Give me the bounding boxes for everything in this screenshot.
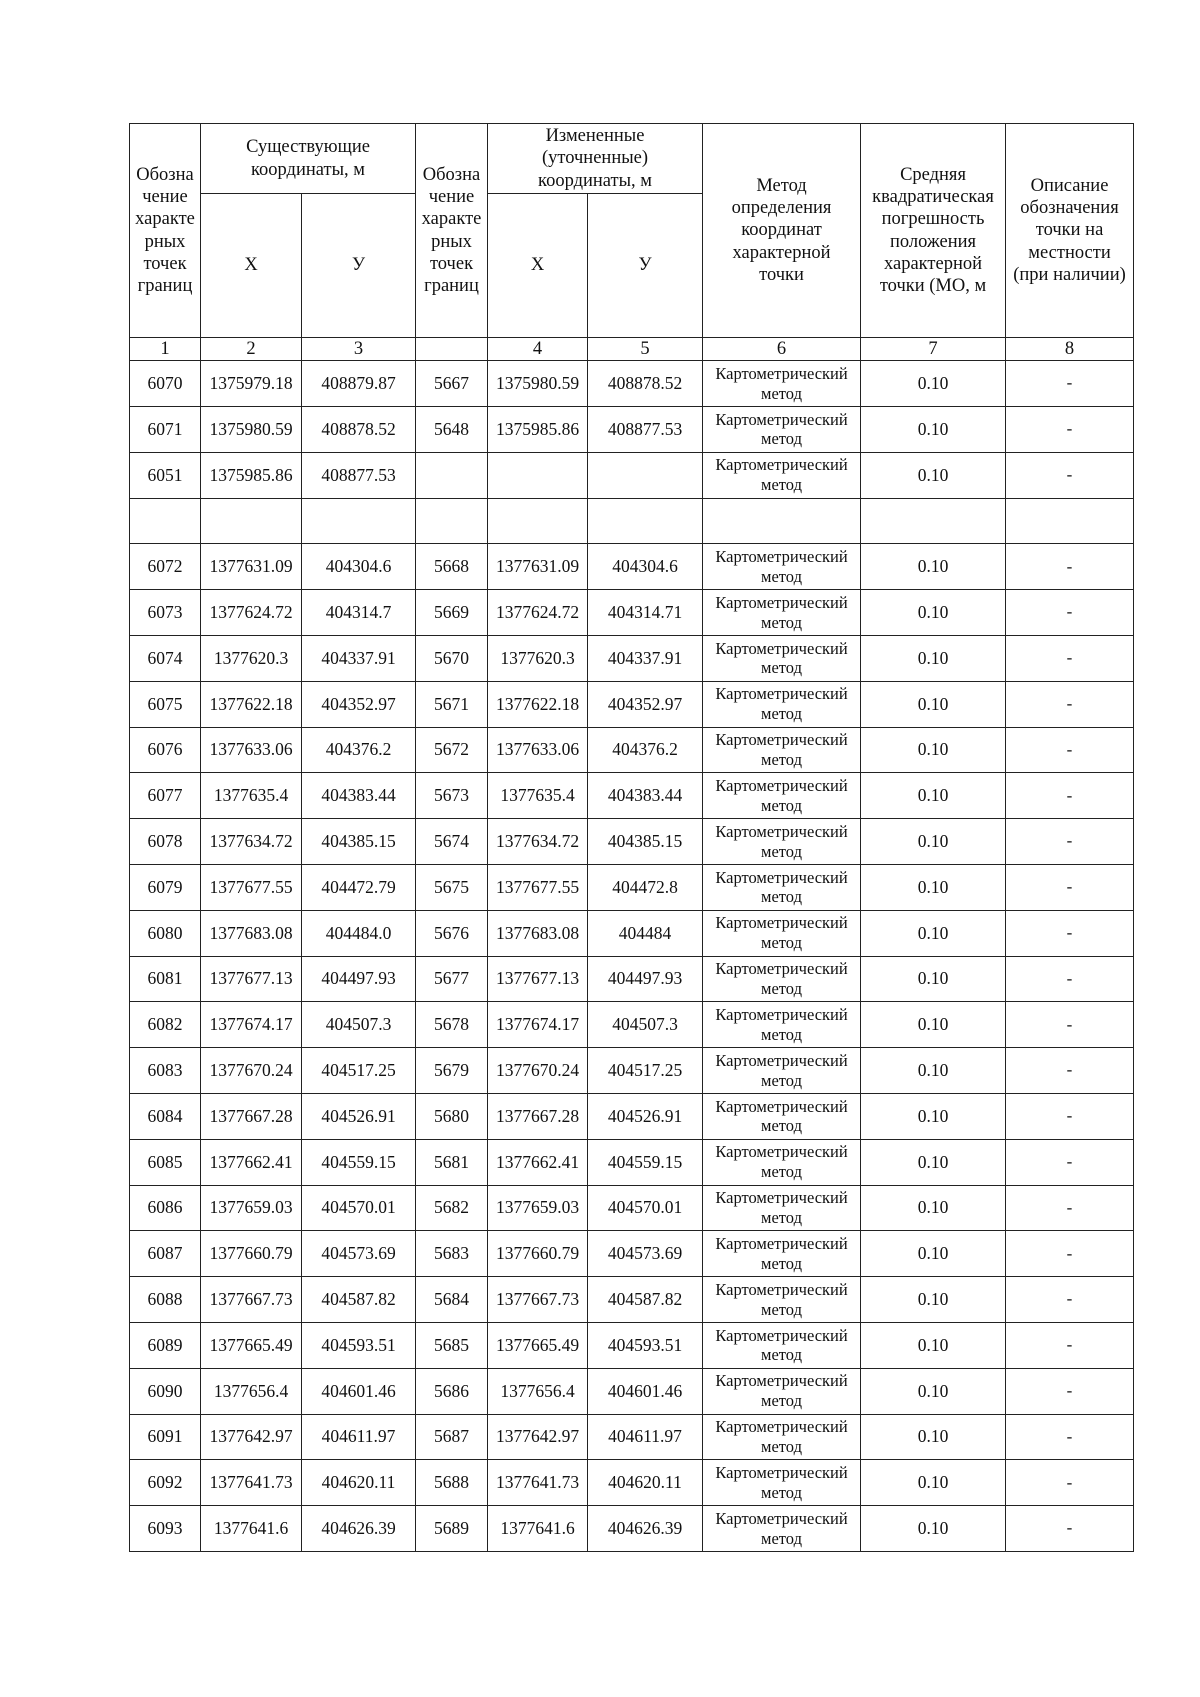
table-row <box>130 773 1134 819</box>
cell-existing-y: 404626.39 <box>302 1506 416 1552</box>
header-method: Метод определения координат характерной точки <box>703 124 861 338</box>
cell-existing-x: 1377674.17 <box>201 1002 302 1048</box>
cell-method: Картометрический метод <box>703 1368 861 1414</box>
cell-accuracy: 0.10 <box>861 544 1006 590</box>
cell-method: Картометрический метод <box>703 544 861 590</box>
cell-point-id: 6076 <box>130 727 201 773</box>
cell-method: Картометрический метод <box>703 910 861 956</box>
cell-accuracy: 0.10 <box>861 406 1006 452</box>
cell-new-x: 1377635.4 <box>488 773 588 819</box>
cell-existing-y: 404484.0 <box>302 910 416 956</box>
cell-point-id: 6071 <box>130 406 201 452</box>
cell-new-x: 1377677.55 <box>488 864 588 910</box>
cell-existing-y: 404383.44 <box>302 773 416 819</box>
cell-existing-x: 1375985.86 <box>201 452 302 498</box>
cell-method: Картометрический метод <box>703 1460 861 1506</box>
cell-new-y: 404497.93 <box>588 956 703 1002</box>
header-description: Описание обозначения точки на местности (при наличии) <box>1006 124 1134 338</box>
cell-new-y: 404611.97 <box>588 1414 703 1460</box>
cell-existing-y: 404497.93 <box>302 956 416 1002</box>
cell-new-point-id: 5678 <box>416 1002 488 1048</box>
cell-accuracy: 0.10 <box>861 1048 1006 1094</box>
cell-method: Картометрический метод <box>703 1093 861 1139</box>
cell-method: Картометрический метод <box>703 1185 861 1231</box>
cell-point-id: 6090 <box>130 1368 201 1414</box>
table-row <box>130 1414 1134 1460</box>
cell-description: - <box>1006 819 1134 865</box>
cell-existing-x: 1377677.55 <box>201 864 302 910</box>
cell-new-point-id: 5677 <box>416 956 488 1002</box>
cell-description: - <box>1006 1322 1134 1368</box>
table-row <box>130 1185 1134 1231</box>
cell-point-id: 6088 <box>130 1277 201 1323</box>
cell-new-point-id: 5671 <box>416 681 488 727</box>
cell-existing-x: 1377683.08 <box>201 910 302 956</box>
table-row <box>130 498 1134 544</box>
table-row <box>130 406 1134 452</box>
cell-method: Картометрический метод <box>703 635 861 681</box>
cell-point-id: 6079 <box>130 864 201 910</box>
cell-description: - <box>1006 727 1134 773</box>
cell-existing-x: 1377642.97 <box>201 1414 302 1460</box>
cell-accuracy: 0.10 <box>861 1368 1006 1414</box>
cell-new-point-id: 5680 <box>416 1093 488 1139</box>
cell-method: Картометрический метод <box>703 1414 861 1460</box>
cell-new-x: 1375985.86 <box>488 406 588 452</box>
cell-point-id: 6092 <box>130 1460 201 1506</box>
cell-accuracy: 0.10 <box>861 1093 1006 1139</box>
header-changed-y: У <box>588 194 703 338</box>
cell-new-y: 404601.46 <box>588 1368 703 1414</box>
cell-existing-y: 404385.15 <box>302 819 416 865</box>
table-row <box>130 1048 1134 1094</box>
cell-new-y: 404587.82 <box>588 1277 703 1323</box>
cell-existing-y: 404601.46 <box>302 1368 416 1414</box>
column-number: 2 <box>201 338 302 361</box>
cell-new-point-id: 5676 <box>416 910 488 956</box>
header-point-designation: Обозна чение характе рных точек границ <box>130 124 201 338</box>
cell-existing-x: 1377631.09 <box>201 544 302 590</box>
cell-description: - <box>1006 773 1134 819</box>
cell-new-point-id: 5672 <box>416 727 488 773</box>
column-number-row <box>130 338 1134 361</box>
cell-description: - <box>1006 1231 1134 1277</box>
cell-point-id <box>130 498 201 544</box>
cell-new-y: 404573.69 <box>588 1231 703 1277</box>
cell-point-id: 6080 <box>130 910 201 956</box>
cell-method <box>703 498 861 544</box>
cell-existing-x: 1377660.79 <box>201 1231 302 1277</box>
cell-accuracy: 0.10 <box>861 864 1006 910</box>
cell-existing-y: 408878.52 <box>302 406 416 452</box>
cell-new-y: 404484 <box>588 910 703 956</box>
cell-existing-x: 1375979.18 <box>201 361 302 407</box>
cell-new-y: 404337.91 <box>588 635 703 681</box>
cell-point-id: 6074 <box>130 635 201 681</box>
cell-existing-y: 408879.87 <box>302 361 416 407</box>
cell-existing-x: 1377641.73 <box>201 1460 302 1506</box>
cell-point-id: 6075 <box>130 681 201 727</box>
table-row <box>130 1093 1134 1139</box>
cell-point-id: 6086 <box>130 1185 201 1231</box>
cell-new-point-id: 5648 <box>416 406 488 452</box>
cell-existing-y: 404611.97 <box>302 1414 416 1460</box>
header-changed-coordinates: Измененные (уточненные) координаты, м <box>488 124 703 194</box>
cell-new-y: 404385.15 <box>588 819 703 865</box>
cell-accuracy: 0.10 <box>861 1185 1006 1231</box>
cell-accuracy: 0.10 <box>861 773 1006 819</box>
cell-method: Картометрический метод <box>703 819 861 865</box>
cell-new-y <box>588 498 703 544</box>
cell-point-id: 6051 <box>130 452 201 498</box>
cell-existing-x: 1377620.3 <box>201 635 302 681</box>
cell-method: Картометрический метод <box>703 1048 861 1094</box>
table-row <box>130 361 1134 407</box>
cell-description: - <box>1006 635 1134 681</box>
cell-accuracy: 0.10 <box>861 1506 1006 1552</box>
cell-existing-y: 404376.2 <box>302 727 416 773</box>
cell-accuracy: 0.10 <box>861 1414 1006 1460</box>
cell-accuracy <box>861 498 1006 544</box>
cell-method: Картометрический метод <box>703 1322 861 1368</box>
cell-new-x <box>488 498 588 544</box>
cell-new-point-id: 5674 <box>416 819 488 865</box>
cell-description: - <box>1006 1002 1134 1048</box>
table-row <box>130 1460 1134 1506</box>
cell-new-x: 1377633.06 <box>488 727 588 773</box>
cell-existing-y: 404304.6 <box>302 544 416 590</box>
cell-new-x: 1377642.97 <box>488 1414 588 1460</box>
cell-point-id: 6078 <box>130 819 201 865</box>
cell-new-y: 404626.39 <box>588 1506 703 1552</box>
cell-existing-x: 1377641.6 <box>201 1506 302 1552</box>
cell-new-point-id: 5667 <box>416 361 488 407</box>
column-number: 6 <box>703 338 861 361</box>
cell-new-y: 404559.15 <box>588 1139 703 1185</box>
cell-existing-y: 404517.25 <box>302 1048 416 1094</box>
cell-existing-y: 404593.51 <box>302 1322 416 1368</box>
cell-description: - <box>1006 590 1134 636</box>
cell-existing-x: 1375980.59 <box>201 406 302 452</box>
cell-new-point-id: 5682 <box>416 1185 488 1231</box>
cell-existing-y <box>302 498 416 544</box>
cell-description: - <box>1006 681 1134 727</box>
cell-new-y: 404383.44 <box>588 773 703 819</box>
cell-new-point-id: 5685 <box>416 1322 488 1368</box>
cell-point-id: 6083 <box>130 1048 201 1094</box>
cell-description: - <box>1006 361 1134 407</box>
cell-existing-y: 404472.79 <box>302 864 416 910</box>
cell-new-x: 1377659.03 <box>488 1185 588 1231</box>
cell-new-y: 404352.97 <box>588 681 703 727</box>
cell-accuracy: 0.10 <box>861 590 1006 636</box>
cell-accuracy: 0.10 <box>861 1139 1006 1185</box>
table-row <box>130 910 1134 956</box>
table-row <box>130 1002 1134 1048</box>
cell-existing-y: 404314.7 <box>302 590 416 636</box>
cell-method: Картометрический метод <box>703 1139 861 1185</box>
cell-new-x: 1377674.17 <box>488 1002 588 1048</box>
cell-new-point-id: 5688 <box>416 1460 488 1506</box>
cell-new-y: 404593.51 <box>588 1322 703 1368</box>
cell-accuracy: 0.10 <box>861 1460 1006 1506</box>
column-number: 4 <box>488 338 588 361</box>
cell-accuracy: 0.10 <box>861 681 1006 727</box>
cell-new-point-id: 5687 <box>416 1414 488 1460</box>
cell-new-x <box>488 452 588 498</box>
cell-new-x: 1377641.73 <box>488 1460 588 1506</box>
cell-new-y: 408878.52 <box>588 361 703 407</box>
cell-accuracy: 0.10 <box>861 452 1006 498</box>
column-number: 8 <box>1006 338 1134 361</box>
cell-new-y: 404314.71 <box>588 590 703 636</box>
cell-new-y: 404376.2 <box>588 727 703 773</box>
cell-method: Картометрический метод <box>703 864 861 910</box>
cell-new-point-id: 5689 <box>416 1506 488 1552</box>
cell-new-x: 1377662.41 <box>488 1139 588 1185</box>
cell-new-point-id: 5675 <box>416 864 488 910</box>
cell-method: Картометрический метод <box>703 1506 861 1552</box>
cell-method: Картометрический метод <box>703 361 861 407</box>
cell-new-x: 1377677.13 <box>488 956 588 1002</box>
cell-new-point-id <box>416 498 488 544</box>
cell-new-y: 404472.8 <box>588 864 703 910</box>
cell-new-y: 404526.91 <box>588 1093 703 1139</box>
table-row <box>130 1506 1134 1552</box>
cell-point-id: 6082 <box>130 1002 201 1048</box>
cell-new-point-id <box>416 452 488 498</box>
cell-accuracy: 0.10 <box>861 910 1006 956</box>
cell-new-y: 404570.01 <box>588 1185 703 1231</box>
cell-accuracy: 0.10 <box>861 956 1006 1002</box>
table-row <box>130 544 1134 590</box>
cell-accuracy: 0.10 <box>861 819 1006 865</box>
cell-method: Картометрический метод <box>703 1277 861 1323</box>
cell-existing-x: 1377662.41 <box>201 1139 302 1185</box>
cell-new-x: 1377660.79 <box>488 1231 588 1277</box>
cell-existing-x: 1377667.73 <box>201 1277 302 1323</box>
cell-point-id: 6073 <box>130 590 201 636</box>
cell-new-x: 1377667.73 <box>488 1277 588 1323</box>
cell-point-id: 6081 <box>130 956 201 1002</box>
cell-point-id: 6093 <box>130 1506 201 1552</box>
cell-new-point-id: 5670 <box>416 635 488 681</box>
cell-description: - <box>1006 1277 1134 1323</box>
table-row <box>130 635 1134 681</box>
header-accuracy: Средняя квадратическая погрешность положения характерной точки (МО, м <box>861 124 1006 338</box>
cell-new-y: 404620.11 <box>588 1460 703 1506</box>
cell-existing-x: 1377622.18 <box>201 681 302 727</box>
header-existing-coordinates: Существующие координаты, м <box>201 124 416 194</box>
cell-method: Картометрический метод <box>703 681 861 727</box>
cell-new-x: 1375980.59 <box>488 361 588 407</box>
table-row <box>130 1139 1134 1185</box>
cell-accuracy: 0.10 <box>861 1002 1006 1048</box>
cell-existing-y: 408877.53 <box>302 452 416 498</box>
cell-new-point-id: 5681 <box>416 1139 488 1185</box>
cell-point-id: 6070 <box>130 361 201 407</box>
cell-new-x: 1377683.08 <box>488 910 588 956</box>
cell-existing-x: 1377635.4 <box>201 773 302 819</box>
cell-new-point-id: 5673 <box>416 773 488 819</box>
cell-new-x: 1377631.09 <box>488 544 588 590</box>
cell-point-id: 6089 <box>130 1322 201 1368</box>
table-row <box>130 819 1134 865</box>
cell-method: Картометрический метод <box>703 590 861 636</box>
coordinates-table <box>129 123 1134 1552</box>
cell-new-x: 1377667.28 <box>488 1093 588 1139</box>
cell-method: Картометрический метод <box>703 452 861 498</box>
cell-existing-y: 404587.82 <box>302 1277 416 1323</box>
cell-point-id: 6072 <box>130 544 201 590</box>
cell-new-point-id: 5684 <box>416 1277 488 1323</box>
cell-description: - <box>1006 1093 1134 1139</box>
cell-new-point-id: 5668 <box>416 544 488 590</box>
cell-new-y <box>588 452 703 498</box>
cell-new-y: 404517.25 <box>588 1048 703 1094</box>
cell-new-y: 404304.6 <box>588 544 703 590</box>
cell-accuracy: 0.10 <box>861 1231 1006 1277</box>
table-row <box>130 1368 1134 1414</box>
cell-existing-x: 1377634.72 <box>201 819 302 865</box>
cell-new-x: 1377634.72 <box>488 819 588 865</box>
table-row <box>130 864 1134 910</box>
table-row <box>130 727 1134 773</box>
cell-description: - <box>1006 544 1134 590</box>
cell-description: - <box>1006 1368 1134 1414</box>
cell-new-x: 1377622.18 <box>488 681 588 727</box>
cell-accuracy: 0.10 <box>861 361 1006 407</box>
cell-accuracy: 0.10 <box>861 1322 1006 1368</box>
cell-existing-x: 1377624.72 <box>201 590 302 636</box>
cell-new-x: 1377624.72 <box>488 590 588 636</box>
cell-method: Картометрический метод <box>703 1002 861 1048</box>
column-number: 5 <box>588 338 703 361</box>
cell-existing-x <box>201 498 302 544</box>
cell-point-id: 6077 <box>130 773 201 819</box>
cell-existing-y: 404507.3 <box>302 1002 416 1048</box>
cell-description: - <box>1006 1185 1134 1231</box>
table-row <box>130 590 1134 636</box>
cell-existing-x: 1377677.13 <box>201 956 302 1002</box>
cell-new-point-id: 5683 <box>416 1231 488 1277</box>
table-row <box>130 1322 1134 1368</box>
cell-point-id: 6085 <box>130 1139 201 1185</box>
cell-existing-y: 404559.15 <box>302 1139 416 1185</box>
table-header <box>130 124 1134 361</box>
cell-description: - <box>1006 1414 1134 1460</box>
table-row <box>130 452 1134 498</box>
cell-description: - <box>1006 1460 1134 1506</box>
cell-new-point-id: 5686 <box>416 1368 488 1414</box>
cell-new-x: 1377665.49 <box>488 1322 588 1368</box>
cell-existing-x: 1377656.4 <box>201 1368 302 1414</box>
cell-description: - <box>1006 452 1134 498</box>
cell-accuracy: 0.10 <box>861 1277 1006 1323</box>
cell-method: Картометрический метод <box>703 727 861 773</box>
cell-existing-y: 404526.91 <box>302 1093 416 1139</box>
table-row <box>130 681 1134 727</box>
cell-existing-x: 1377665.49 <box>201 1322 302 1368</box>
header-existing-y: У <box>302 194 416 338</box>
cell-existing-x: 1377667.28 <box>201 1093 302 1139</box>
cell-existing-y: 404570.01 <box>302 1185 416 1231</box>
column-number <box>416 338 488 361</box>
table-row <box>130 956 1134 1002</box>
cell-method: Картометрический метод <box>703 956 861 1002</box>
column-number: 7 <box>861 338 1006 361</box>
cell-description: - <box>1006 956 1134 1002</box>
cell-accuracy: 0.10 <box>861 727 1006 773</box>
cell-existing-x: 1377659.03 <box>201 1185 302 1231</box>
cell-method: Картометрический метод <box>703 1231 861 1277</box>
cell-description: - <box>1006 1048 1134 1094</box>
cell-existing-x: 1377670.24 <box>201 1048 302 1094</box>
cell-existing-y: 404337.91 <box>302 635 416 681</box>
header-existing-x: X <box>201 194 302 338</box>
cell-existing-y: 404620.11 <box>302 1460 416 1506</box>
cell-new-point-id: 5669 <box>416 590 488 636</box>
cell-new-point-id: 5679 <box>416 1048 488 1094</box>
header-changed-x: X <box>488 194 588 338</box>
cell-existing-y: 404352.97 <box>302 681 416 727</box>
cell-accuracy: 0.10 <box>861 635 1006 681</box>
cell-new-y: 404507.3 <box>588 1002 703 1048</box>
header-point-designation-2: Обозна чение характе рных точек границ <box>416 124 488 338</box>
cell-description: - <box>1006 406 1134 452</box>
column-number: 3 <box>302 338 416 361</box>
cell-new-y: 408877.53 <box>588 406 703 452</box>
cell-new-x: 1377656.4 <box>488 1368 588 1414</box>
cell-description <box>1006 498 1134 544</box>
cell-existing-x: 1377633.06 <box>201 727 302 773</box>
cell-new-x: 1377620.3 <box>488 635 588 681</box>
cell-point-id: 6091 <box>130 1414 201 1460</box>
cell-existing-y: 404573.69 <box>302 1231 416 1277</box>
cell-method: Картометрический метод <box>703 406 861 452</box>
table-row <box>130 1231 1134 1277</box>
table-body <box>130 361 1134 1552</box>
column-number: 1 <box>130 338 201 361</box>
cell-point-id: 6087 <box>130 1231 201 1277</box>
cell-description: - <box>1006 910 1134 956</box>
cell-new-x: 1377641.6 <box>488 1506 588 1552</box>
cell-description: - <box>1006 1506 1134 1552</box>
cell-method: Картометрический метод <box>703 773 861 819</box>
table-row <box>130 1277 1134 1323</box>
cell-description: - <box>1006 864 1134 910</box>
cell-new-x: 1377670.24 <box>488 1048 588 1094</box>
cell-description: - <box>1006 1139 1134 1185</box>
cell-point-id: 6084 <box>130 1093 201 1139</box>
